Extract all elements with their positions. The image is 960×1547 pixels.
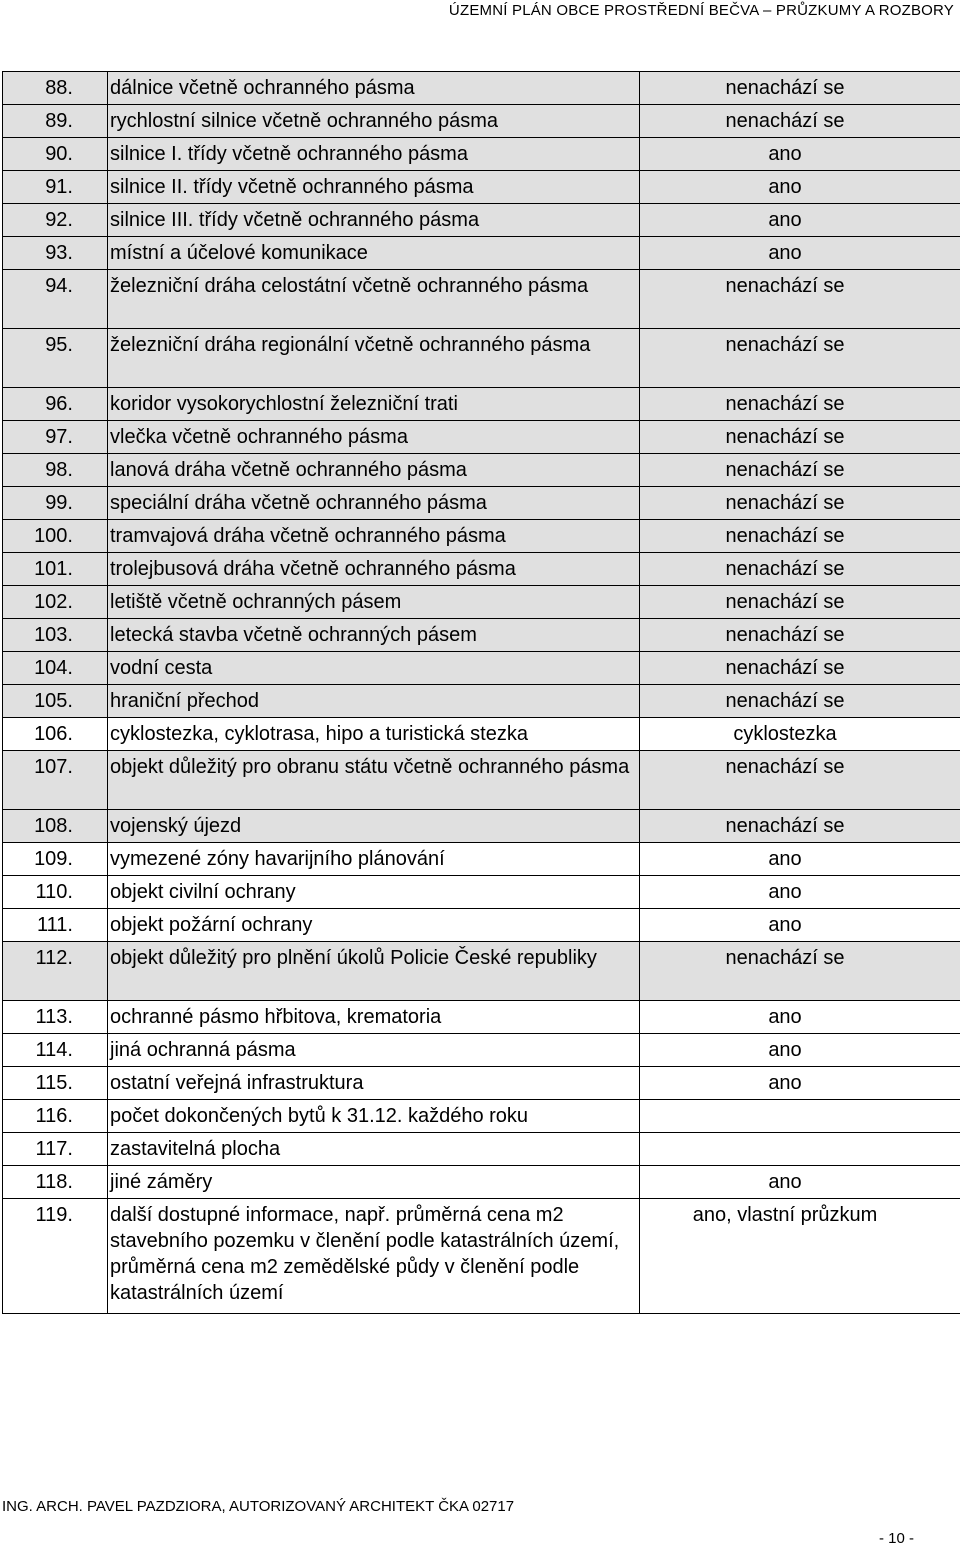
row-description: vlečka včetně ochranného pásma — [108, 421, 640, 454]
row-number: 106. — [3, 718, 108, 751]
row-number: 103. — [3, 619, 108, 652]
row-number: 117. — [3, 1133, 108, 1166]
table-row — [3, 876, 960, 909]
row-description: silnice III. třídy včetně ochranného pásma — [108, 204, 640, 237]
row-number: 119. — [3, 1199, 108, 1314]
row-value: ano — [640, 1001, 960, 1034]
row-value: nenachází se — [640, 685, 960, 718]
row-number: 102. — [3, 586, 108, 619]
row-number: 110. — [3, 876, 108, 909]
row-description: rychlostní silnice včetně ochranného pásma — [108, 105, 640, 138]
row-number: 116. — [3, 1100, 108, 1133]
table-row — [3, 843, 960, 876]
table-row — [3, 751, 960, 810]
table-row — [3, 329, 960, 388]
row-number: 99. — [3, 487, 108, 520]
table-row — [3, 520, 960, 553]
row-description: ostatní veřejná infrastruktura — [108, 1067, 640, 1100]
table-row — [3, 909, 960, 942]
row-value: cyklostezka — [640, 718, 960, 751]
row-description: železniční dráha celostátní včetně ochranného pásma — [108, 270, 640, 329]
row-number: 104. — [3, 652, 108, 685]
row-number: 107. — [3, 751, 108, 810]
row-number: 94. — [3, 270, 108, 329]
row-number: 100. — [3, 520, 108, 553]
row-value: ano — [640, 1166, 960, 1199]
row-description: silnice I. třídy včetně ochranného pásma — [108, 138, 640, 171]
row-number: 111. — [3, 909, 108, 942]
row-number: 90. — [3, 138, 108, 171]
table-row — [3, 1166, 960, 1199]
table-row — [3, 718, 960, 751]
row-description: silnice II. třídy včetně ochranného pásma — [108, 171, 640, 204]
row-number: 101. — [3, 553, 108, 586]
row-value — [640, 1133, 960, 1166]
row-description: jiná ochranná pásma — [108, 1034, 640, 1067]
row-description: vymezené zóny havarijního plánování — [108, 843, 640, 876]
row-number: 97. — [3, 421, 108, 454]
row-value: ano — [640, 237, 960, 270]
row-description: ochranné pásmo hřbitova, krematoria — [108, 1001, 640, 1034]
row-value: nenachází se — [640, 388, 960, 421]
table-row — [3, 1133, 960, 1166]
row-description: místní a účelové komunikace — [108, 237, 640, 270]
table-row — [3, 619, 960, 652]
row-value: ano — [640, 171, 960, 204]
table-row — [3, 1034, 960, 1067]
row-description: tramvajová dráha včetně ochranného pásma — [108, 520, 640, 553]
row-number: 114. — [3, 1034, 108, 1067]
row-description: objekt důležitý pro obranu státu včetně ochranného pásma — [108, 751, 640, 810]
row-value: nenachází se — [640, 329, 960, 388]
table-row — [3, 553, 960, 586]
row-value: nenachází se — [640, 105, 960, 138]
row-value: ano — [640, 1034, 960, 1067]
row-value: nenachází se — [640, 942, 960, 1001]
table-row — [3, 1100, 960, 1133]
table-row — [3, 171, 960, 204]
row-number: 109. — [3, 843, 108, 876]
row-number: 93. — [3, 237, 108, 270]
table-row — [3, 454, 960, 487]
row-number: 113. — [3, 1001, 108, 1034]
table-row — [3, 204, 960, 237]
table-row — [3, 237, 960, 270]
row-value: nenachází se — [640, 619, 960, 652]
row-description: objekt civilní ochrany — [108, 876, 640, 909]
table-row — [3, 72, 960, 105]
row-value: nenachází se — [640, 520, 960, 553]
row-value: ano — [640, 843, 960, 876]
row-number: 112. — [3, 942, 108, 1001]
row-description: objekt důležitý pro plnění úkolů Policie České republiky — [108, 942, 640, 1001]
table-row — [3, 652, 960, 685]
row-description: další dostupné informace, např. průměrná cena m2 stavebního pozemku v členění podle katastrálních území, průměrná cena m2 zemědělské půdy v členění podle katastrálních území — [108, 1199, 640, 1314]
row-value: ano — [640, 138, 960, 171]
row-number: 105. — [3, 685, 108, 718]
table-row — [3, 1067, 960, 1100]
row-number: 118. — [3, 1166, 108, 1199]
row-number: 95. — [3, 329, 108, 388]
row-value: nenachází se — [640, 652, 960, 685]
row-description: letecká stavba včetně ochranných pásem — [108, 619, 640, 652]
row-value — [640, 1100, 960, 1133]
row-description: dálnice včetně ochranného pásma — [108, 72, 640, 105]
table-row — [3, 138, 960, 171]
table-row — [3, 421, 960, 454]
row-value: nenachází se — [640, 586, 960, 619]
row-description: trolejbusová dráha včetně ochranného pásma — [108, 553, 640, 586]
table-row — [3, 810, 960, 843]
row-description: hraniční přechod — [108, 685, 640, 718]
row-value: nenachází se — [640, 751, 960, 810]
table-row — [3, 105, 960, 138]
row-description: speciální dráha včetně ochranného pásma — [108, 487, 640, 520]
row-description: letiště včetně ochranných pásem — [108, 586, 640, 619]
row-number: 115. — [3, 1067, 108, 1100]
row-value: nenachází se — [640, 487, 960, 520]
row-value: ano, vlastní průzkum — [640, 1199, 960, 1314]
row-value: ano — [640, 204, 960, 237]
row-number: 92. — [3, 204, 108, 237]
row-number: 88. — [3, 72, 108, 105]
table-row — [3, 487, 960, 520]
row-description: koridor vysokorychlostní železniční trati — [108, 388, 640, 421]
table-row — [3, 1001, 960, 1034]
page-header-title: ÚZEMNÍ PLÁN OBCE PROSTŘEDNÍ BEČVA – PRŮZKUMY A ROZBORY — [449, 2, 954, 19]
row-description: cyklostezka, cyklotrasa, hipo a turistická stezka — [108, 718, 640, 751]
row-description: vojenský újezd — [108, 810, 640, 843]
page-number: - 10 - — [879, 1530, 914, 1547]
row-number: 98. — [3, 454, 108, 487]
row-value: nenachází se — [640, 72, 960, 105]
row-value: ano — [640, 1067, 960, 1100]
table-row — [3, 685, 960, 718]
row-value: ano — [640, 876, 960, 909]
row-value: nenachází se — [640, 810, 960, 843]
row-description: jiné záměry — [108, 1166, 640, 1199]
row-description: lanová dráha včetně ochranného pásma — [108, 454, 640, 487]
data-table — [2, 71, 960, 1314]
row-number: 96. — [3, 388, 108, 421]
table-row — [3, 1199, 960, 1314]
table-row — [3, 586, 960, 619]
row-number: 91. — [3, 171, 108, 204]
row-description: počet dokončených bytů k 31.12. každého roku — [108, 1100, 640, 1133]
footer-author: ING. ARCH. PAVEL PAZDZIORA, AUTORIZOVANÝ ARCHITEKT ČKA 02717 — [2, 1498, 514, 1515]
table-row — [3, 270, 960, 329]
row-number: 108. — [3, 810, 108, 843]
row-value: nenachází se — [640, 454, 960, 487]
row-description: vodní cesta — [108, 652, 640, 685]
table-row — [3, 388, 960, 421]
row-value: nenachází se — [640, 421, 960, 454]
row-description: železniční dráha regionální včetně ochranného pásma — [108, 329, 640, 388]
row-description: objekt požární ochrany — [108, 909, 640, 942]
row-value: ano — [640, 909, 960, 942]
table-row — [3, 942, 960, 1001]
row-value: nenachází se — [640, 270, 960, 329]
row-number: 89. — [3, 105, 108, 138]
row-description: zastavitelná plocha — [108, 1133, 640, 1166]
row-value: nenachází se — [640, 553, 960, 586]
